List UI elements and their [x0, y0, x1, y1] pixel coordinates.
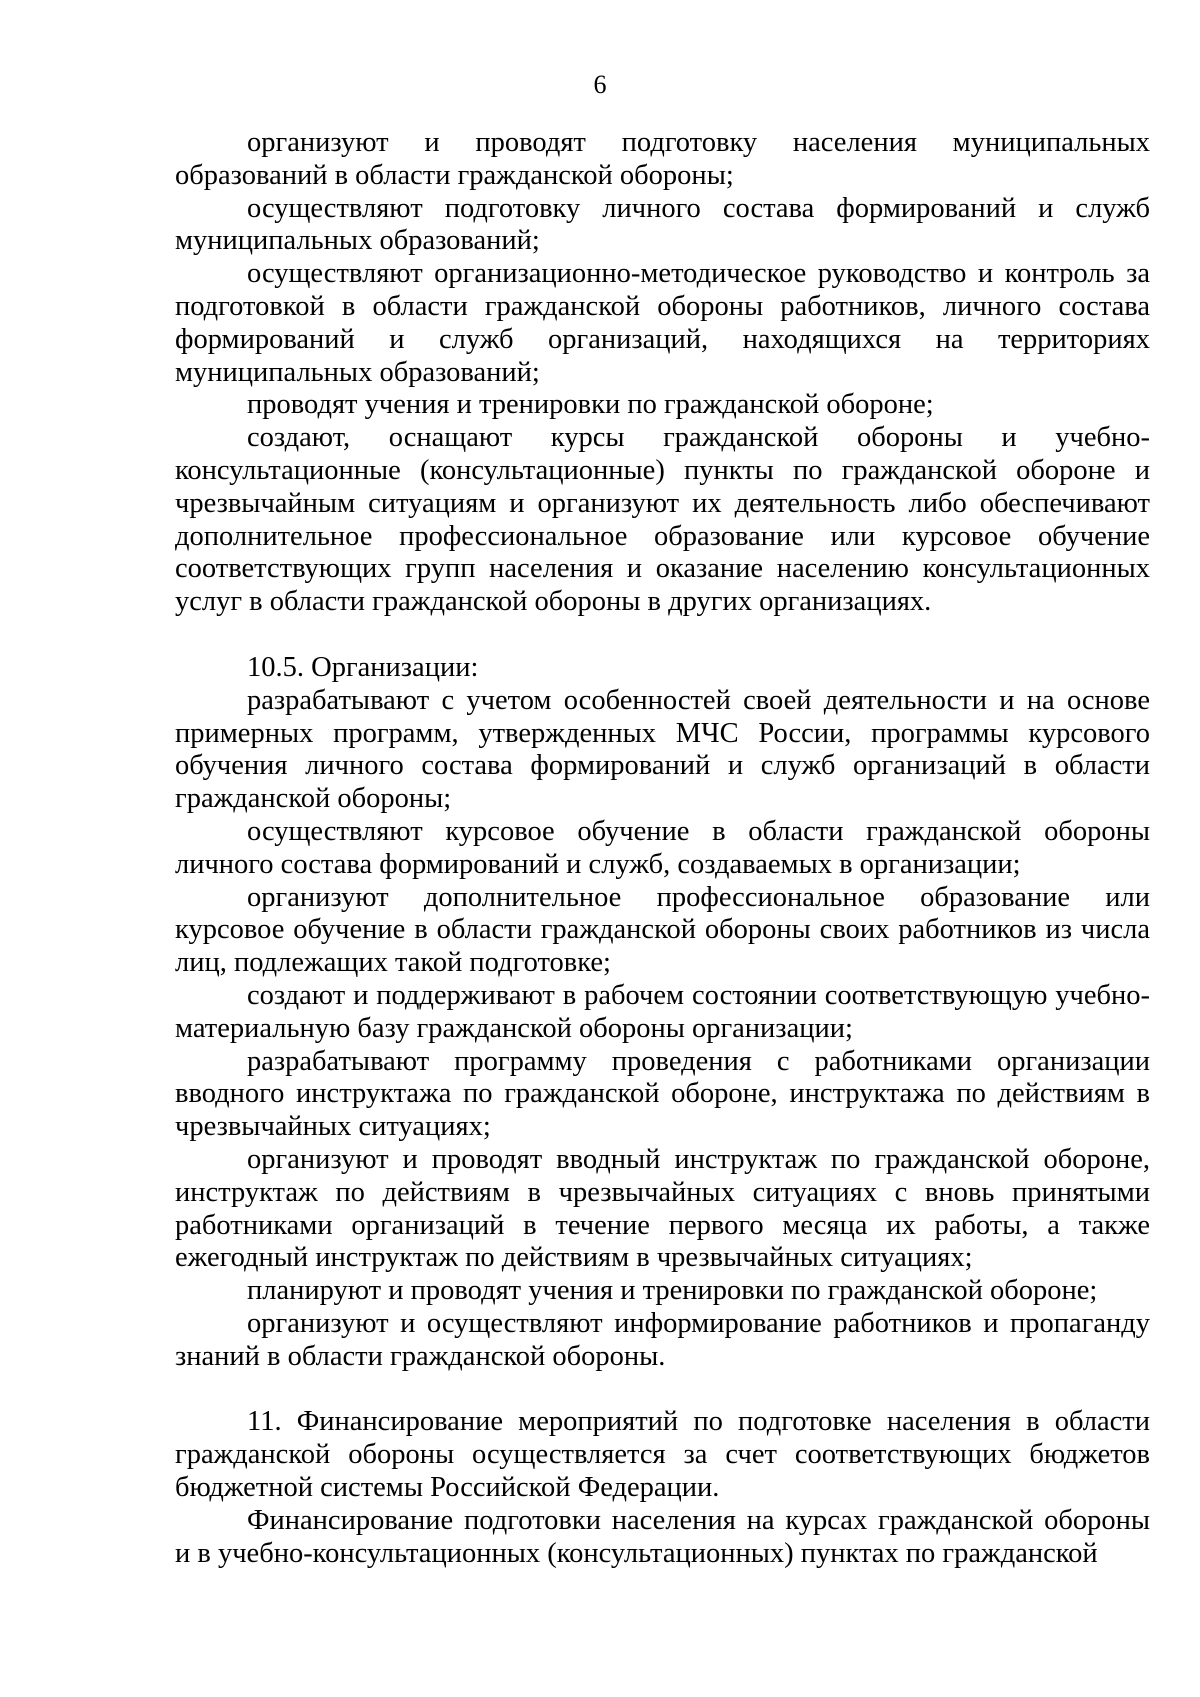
- paragraph: организуют дополнительное профессиональное образование или курсовое обучение в области гражданской обороны своих работников из числа лиц, подлежащих такой подготовке;: [175, 881, 1150, 979]
- section-heading: 11. Финансирование мероприятий по подготовке населения в области гражданской обороны осуществляется за счет соответствующих бюджетов бюджетной системы Российской Федерации.: [175, 1406, 1150, 1504]
- document-body: [175, 127, 1150, 1570]
- paragraph: разрабатывают с учетом особенностей своей деятельности и на основе примерных программ, утвержденных МЧС России, программы курсового обучения личного состава формирований и служб организаций в области гражданской обороны;: [175, 684, 1150, 815]
- paragraph: организуют и проводят вводный инструктаж по гражданской обороне, инструктаж по действиям в чрезвычайных ситуациях с вновь принятыми работниками организаций в течение первого месяца их работы, а также ежегодный инструктаж по действиям в чрезвычайных ситуациях;: [175, 1143, 1150, 1274]
- page-number: 6: [593, 70, 607, 99]
- paragraph: организуют и осуществляют информирование работников и пропаганду знаний в области гражданской обороны.: [175, 1307, 1150, 1372]
- paragraph: разрабатывают программу проведения с работниками организации вводного инструктажа по гражданской обороне, инструктажа по действиям в чрезвычайных ситуациях;: [175, 1045, 1150, 1143]
- paragraph: осуществляют подготовку личного состава формирований и служб муниципальных образований;: [175, 192, 1150, 257]
- paragraph: планируют и проводят учения и тренировки по гражданской обороне;: [247, 1275, 1098, 1307]
- section-heading: 10.5. Организации:: [247, 651, 479, 683]
- paragraph: создают, оснащают курсы гражданской обороны и учебно-консультационные (консультационные) пункты по гражданской обороне и чрезвычайным ситуациям и организуют их деятельность либо обеспечивают дополнительное профессиональное образование или курсовое обучение соответствующих групп населения и оказание населению консультационных услуг в области гражданской обороны в других организациях.: [175, 422, 1150, 618]
- paragraph: организуют и проводят подготовку населения муниципальных образований в области гражданской обороны;: [175, 127, 1150, 191]
- paragraph: Финансирование подготовки населения на курсах гражданской обороны и в учебно-консультационных (консультационных) пунктах по гражданской: [175, 1504, 1150, 1569]
- section-spacer: [175, 619, 1150, 652]
- section-spacer: [175, 1373, 1150, 1406]
- paragraph: осуществляют курсовое обучение в области гражданской обороны личного состава формирований и служб, создаваемых в организации;: [175, 815, 1150, 880]
- paragraph: проводят учения и тренировки по гражданской обороне;: [247, 389, 934, 421]
- paragraph: создают и поддерживают в рабочем состоянии соответствующую учебно-материальную базу гражданской обороны организации;: [175, 979, 1150, 1044]
- paragraph: осуществляют организационно-методическое руководство и контроль за подготовкой в области гражданской обороны работников, личного состава формирований и служб организаций, находящихся на территориях муниципальных образований;: [175, 258, 1150, 388]
